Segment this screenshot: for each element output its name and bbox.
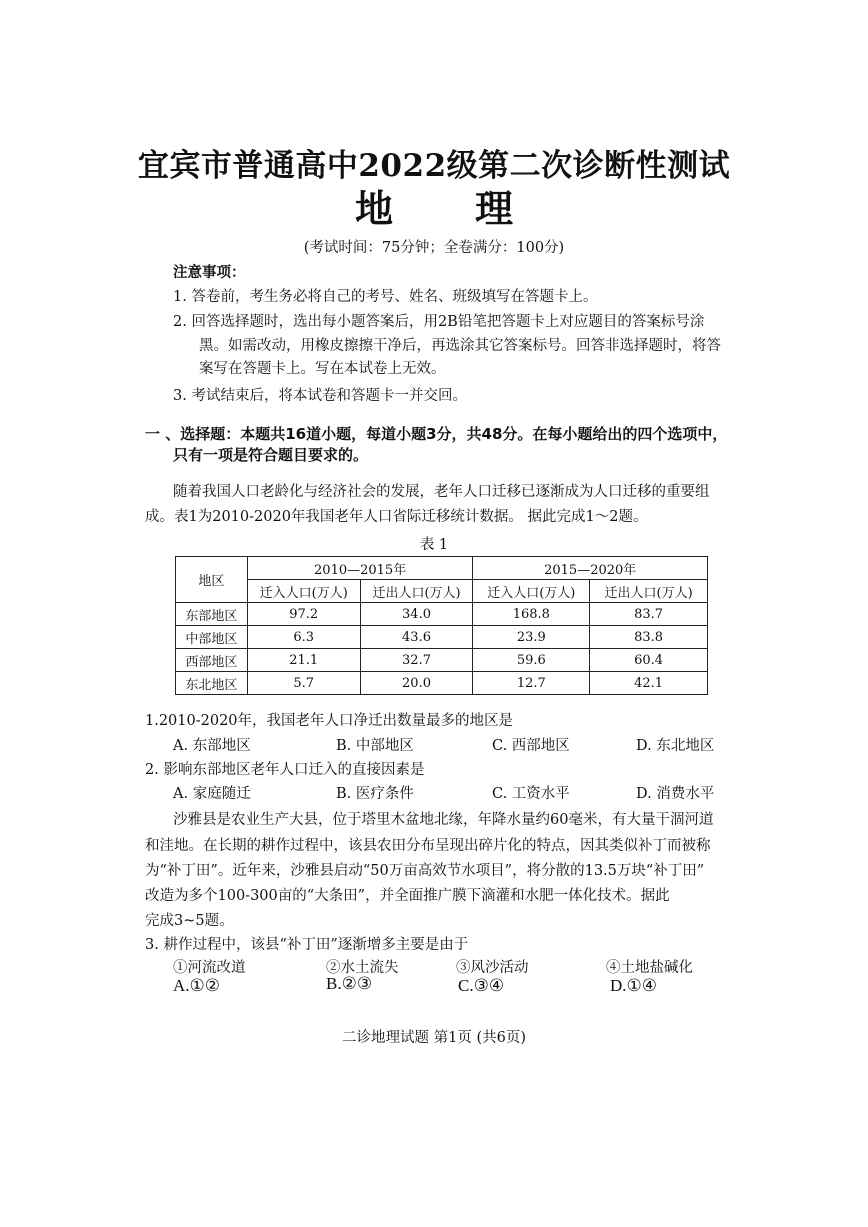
value-cell: 34.0 [360, 603, 473, 626]
q2-option-d: D. 消费水平 [636, 786, 715, 802]
value-cell: 5.7 [247, 672, 360, 695]
passage2-line2: 和洼地。在长期的耕作过程中，该县农田分布呈现出碎片化的特点，因其类似补丁而被称 [145, 838, 711, 854]
value-cell: 97.2 [247, 603, 360, 626]
notice-heading: 注意事项： [173, 264, 246, 281]
q1-stem: 1.2010-2020年，我国老年人口净迁出数量最多的地区是 [145, 713, 514, 729]
table-row [176, 603, 708, 626]
q3-option-b: B.②③ [326, 974, 373, 993]
notice-item-2-cont2: 案写在答题卡上。写在本试卷上无效。 [199, 361, 446, 377]
section-heading-cont: 只有一项是符合题目要求的。 [173, 446, 369, 464]
value-cell: 60.4 [590, 649, 708, 672]
period2-header: 2015—2020年 [473, 557, 708, 580]
q3-option-d: D.①④ [610, 976, 658, 995]
q3-option-c: C.③④ [458, 976, 505, 995]
q1-option-a: A. 东部地区 [173, 738, 251, 754]
value-cell: 42.1 [590, 672, 708, 695]
subheader-out-1: 迁出人口(万人) [360, 580, 473, 603]
subject-title: 地 理 [354, 187, 535, 231]
value-cell: 23.9 [473, 626, 590, 649]
value-cell: 12.7 [473, 672, 590, 695]
q1-option-d: D. 东北地区 [636, 738, 715, 754]
page-footer: 二诊地理试题 第1页 (共6页) [342, 1030, 526, 1046]
table-row [176, 649, 708, 672]
passage2-line5: 完成3~5题。 [145, 913, 234, 929]
region-cell: 西部地区 [176, 649, 248, 672]
notice-item-1: 1. 答卷前，考生务必将自己的考号、姓名、班级填写在答题卡上。 [173, 289, 598, 305]
table-header-row [176, 557, 708, 580]
value-cell: 168.8 [473, 603, 590, 626]
value-cell: 59.6 [473, 649, 590, 672]
q3-item-1: ①河流改道 [173, 960, 246, 976]
table-row [176, 626, 708, 649]
q2-option-c: C. 工资水平 [492, 786, 570, 802]
value-cell: 21.1 [247, 649, 360, 672]
passage1-line2: 成。表1为2010-2020年我国老年人口省际迁移统计数据。 据此完成1～2题。 [145, 509, 648, 525]
period1-header: 2010—2015年 [247, 557, 473, 580]
table-caption: 表 1 [419, 537, 449, 553]
table-subheader-row [176, 580, 708, 603]
passage2-line3: 为“补丁田”。近年来，沙雅县启动“50万亩高效节水项目”，将分散的13.5万块“补丁田” [145, 863, 705, 879]
subheader-in-1: 迁入人口(万人) [247, 580, 360, 603]
q1-option-c: C. 西部地区 [492, 738, 570, 754]
q1-option-b: B. 中部地区 [336, 738, 414, 754]
value-cell: 83.8 [590, 626, 708, 649]
q3-item-2: ②水土流失 [326, 960, 399, 976]
region-cell: 东北地区 [176, 672, 248, 695]
value-cell: 32.7 [360, 649, 473, 672]
table-row [176, 672, 708, 695]
q3-option-a: A.①② [173, 976, 221, 995]
region-header: 地区 [176, 557, 248, 603]
passage2-line1: 沙雅县是农业生产大县，位于塔里木盆地北缘，年降水量约60毫米，有大量干涸河道 [173, 812, 714, 828]
value-cell: 6.3 [247, 626, 360, 649]
section-heading: 一 、选择题：本题共16道小题，每道小题3分，共48分。在每小题给出的四个选项中， [145, 425, 728, 443]
q3-item-4: ④土地盐碱化 [606, 960, 693, 976]
q3-stem: 3. 耕作过程中，该县“补丁田”逐渐增多主要是由于 [145, 937, 469, 953]
passage1-line1: 随着我国人口老龄化与经济社会的发展，老年人口迁移已逐渐成为人口迁移的重要组 [173, 484, 710, 500]
subheader-in-2: 迁入人口(万人) [473, 580, 590, 603]
subheader-out-2: 迁出人口(万人) [590, 580, 708, 603]
region-cell: 东部地区 [176, 603, 248, 626]
value-cell: 43.6 [360, 626, 473, 649]
q3-item-3: ③风沙活动 [456, 960, 529, 976]
region-cell: 中部地区 [176, 626, 248, 649]
passage2-line4: 改造为多个100-300亩的“大条田”，并全面推广膜下滴灌和水肥一体化技术。据此 [145, 888, 670, 904]
notice-item-2-cont: 黑。如需改动，用橡皮擦擦干净后，再选涂其它答案标号。回答非选择题时，将答 [199, 338, 721, 354]
q2-stem: 2. 影响东部地区老年人口迁入的直接因素是 [145, 762, 425, 778]
q2-option-b: B. 医疗条件 [336, 786, 414, 802]
q2-option-a: A. 家庭随迁 [173, 786, 251, 802]
notice-item-2: 2. 回答选择题时，选出每小题答案后，用2B铅笔把答题卡上对应题目的答案标号涂 [173, 314, 705, 330]
exam-title: 宜宾市普通高中2022级第二次诊断性测试 [137, 148, 731, 184]
notice-item-3: 3. 考试结束后，将本试卷和答题卡一并交回。 [173, 388, 467, 404]
value-cell: 20.0 [360, 672, 473, 695]
exam-info: (考试时间：75分钟；全卷满分：100分) [303, 240, 565, 256]
migration-table [175, 556, 708, 695]
value-cell: 83.7 [590, 603, 708, 626]
